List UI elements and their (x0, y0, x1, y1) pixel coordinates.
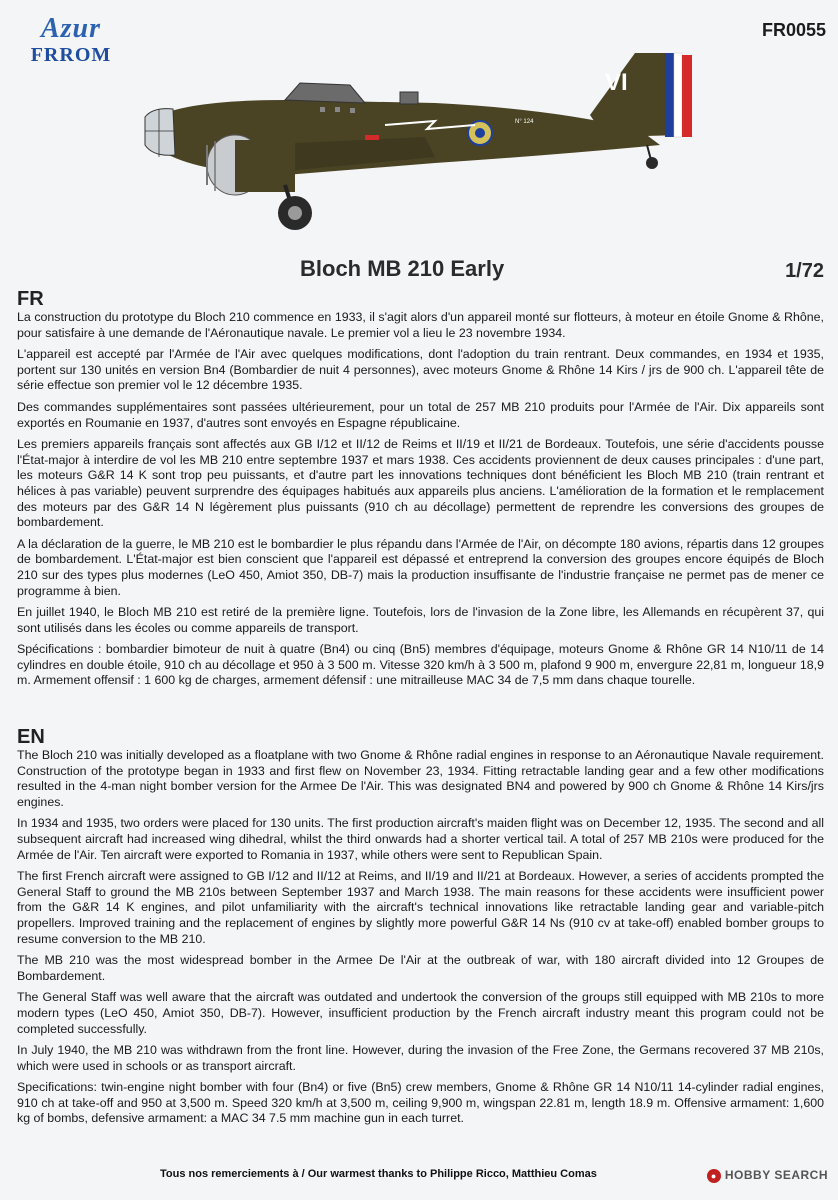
fr-paragraph: En juillet 1940, le Bloch MB 210 est retiré de la première ligne. Toutefois, lors de l'invasion de la Zone libre, les Allemands en récupèrent 37, qui sont utilisés dans les écoles ou comme appareils de transport. (17, 605, 824, 635)
product-reference: FR0055 (761, 20, 826, 40)
en-paragraph: The MB 210 was the most widespread bomber in the Armee De l'Air at the outbreak of war, with 180 aircraft divided into 12 Groupes de Bombardement. (17, 953, 824, 983)
rudder-white (674, 53, 682, 137)
brand-azur: Azur (40, 13, 102, 44)
en-paragraph: Specifications: twin-engine night bomber with four (Bn4) or five (Bn5) crew members, Gnome & Rhône GR 14 N10/11 14-cylinder radial engines, 910 ch at take-off and 950 at 3,500 m. Speed 320 km/h at 3,500 m, ceiling 9,900 m, wingspan 22.81 m, length 18.9 m. Offensive armament: 1,600 kg of bombs, defensive armament: a MAC 34 7.5 mm machine gun in each turret. (17, 1080, 824, 1126)
fr-paragraph: Les premiers appareils français sont affectés aux GB I/12 et II/12 de Reims et II/19 et II/21 de Bordeaux. Toutefois, une série d'accidents pousse l'État-major à interdire de vol les MB 210 entre septembre 1937 et mars 1938. Ces accidents proviennent de deux causes principales : d'une part, les moteurs G&R 14 K sont trop peu puissants, et d'autre part les innovations techniques dont bénéficient les Bloch MB 210 (train rentrant et hélices à pas variable) peuvent surprendre des équipages habitués aux appareils plus anciens. L'amélioration de la formation et le remplacement des moteurs par des G&R 14 N légèrement plus puissants (910 ch au décollage) permettent de reprendre les conversions des groupes de bombardement. (17, 437, 824, 530)
engine-nacelle (235, 140, 295, 192)
fr-heading: FR (17, 288, 44, 310)
tail-code: VI (605, 69, 628, 96)
en-paragraph: The General Staff was well aware that the aircraft was outdated and undertook the conversion of the groups still equipped with MB 210s to more modern types (LeO 450, Amiot 350, DB-7). However, insufficient production by the French aircraft industry meant this program could not be completed successfully. (17, 990, 824, 1036)
aircraft-illustration (135, 45, 710, 235)
watermark (707, 1168, 828, 1183)
brand-frrom: FRROM (30, 44, 112, 66)
hobby-search-logo-icon: ● (707, 1169, 721, 1183)
fuselage-marking (365, 135, 379, 140)
dorsal-turret (400, 92, 418, 104)
page-title: Bloch MB 210 Early (300, 256, 505, 281)
rudder-blue (665, 53, 674, 137)
en-paragraph: The Bloch 210 was initially developed as a floatplane with two Gnome & Rhône radial engines in response to an Aéronautique Navale requirement. Construction of the prototype began in 1933 and first flew on November 23, 1934. Fitting retractable landing gear and a few other modifications resulted in the 4-man night bomber version for the Armee De l'Air. This was designated BN4 and powered by 900 ch Gnome & Rhône 14 Kirs/jrs engines. (17, 748, 824, 809)
fr-paragraph: Spécifications : bombardier bimoteur de nuit à quatre (Bn4) ou cinq (Bn5) membres d'équipage, moteurs Gnome & Rhône GR 14 N10/11 de 14 cylindres en double étoile, 910 ch au décollage et 950 à 3 500 m. Vitesse 320 km/h à 3 500 m, plafond 9 900 m, envergure 22,81 m, longueur 18,9 m. Armement offensif : 1 600 kg de charges, armement défensif : une mitrailleuse MAC 34 de 7,5 mm dans chaque tourelle. (17, 642, 824, 688)
brand-logo (16, 14, 126, 66)
nose-glazing (145, 109, 175, 156)
aircraft-number: N° 124 (515, 119, 534, 125)
en-paragraph: In 1934 and 1935, two orders were placed for 130 units. The first production aircraft's maiden flight was on December 12, 1935. The second and all subsequent aircraft had increased wing dihedral, whilst the third onwards had a shorter vertical tail. A total of 257 MB 210s were produced for the Armée de l'Air. Ten aircraft were exported to Romania in 1937, while others were sent to Republican Spain. (17, 816, 824, 862)
watermark-text: HOBBY SEARCH (724, 1168, 828, 1182)
en-section (17, 748, 824, 1133)
kit-scale: 1/72 (785, 260, 824, 282)
rudder-red (682, 55, 692, 137)
en-heading: EN (17, 726, 45, 748)
cockpit (285, 83, 365, 103)
tail-wheel (646, 157, 658, 169)
acknowledgements: Tous nos remerciements à / Our warmest thanks to Philippe Ricco, Matthieu Comas (160, 1168, 597, 1180)
en-paragraph: The first French aircraft were assigned to GB I/12 and II/12 at Reims, and II/19 and II/21 at Bordeaux. However, a series of accidents prompted the General Staff to ground the MB 210s between September 1937 and March 1938. The main reasons for these accidents were insufficient power from the G&R 14 K engines, and pilot unfamiliarity with the aircraft's technical innovations like retractable landing gear and variable-pitch propellers. Improved training and the replacement of engines by slightly more powerful G&R 14 Ns (910 cv at take-off) enabled bomber groups to resume conversion to the MB 210. (17, 869, 824, 946)
fr-paragraph: Des commandes supplémentaires sont passées ultérieurement, pour un total de 257 MB 210 produits pour l'Armée de l'Air. Dix appareils sont exportés en Roumanie en 1937, d'autres sont envoyés en Espagne républicaine. (17, 399, 824, 430)
fr-paragraph: L'appareil est accepté par l'Armée de l'Air avec quelques modifications, dont l'adoption du train rentrant. Deux commandes, en 1934 et 1935, portent sur 130 unités en version Bn4 (Bombardier de nuit 4 personnes), avec moteurs Gnome & Rhône 14 Kirs / jrs de 900 ch. L'appareil tête de série effectue son premier vol le 12 décembre 1935. (17, 347, 824, 393)
fr-paragraph: La construction du prototype du Bloch 210 commence en 1933, il s'agit alors d'un appareil monté sur flotteurs, à moteur en étoile Gnome & Rhône, pour satisfaire à une demande de l'Aéronautique navale. Le premier vol a lieu le 23 novembre 1934. (17, 310, 824, 340)
fr-paragraph: A la déclaration de la guerre, le MB 210 est le bombardier le plus répandu dans l'Armée de l'Air, on décompte 180 avions, répartis dans 12 groupes de bombardement. L'État-major est bien conscient que l'appareil est dépassé et entreprend la conversion des groupes encore équipés de Bloch 210 sur des types plus modernes (LeO 450, Amiot 350, DB-7) mais la production insuffisante de l'industrie française ne permet pas de mener ce programme à bien. (17, 536, 824, 598)
en-paragraph: In July 1940, the MB 210 was withdrawn from the front line. However, during the invasion of the Free Zone, the Germans recovered 37 MB 210s, which were used in schools or as transport aircraft. (17, 1043, 824, 1073)
fr-section (17, 310, 824, 695)
